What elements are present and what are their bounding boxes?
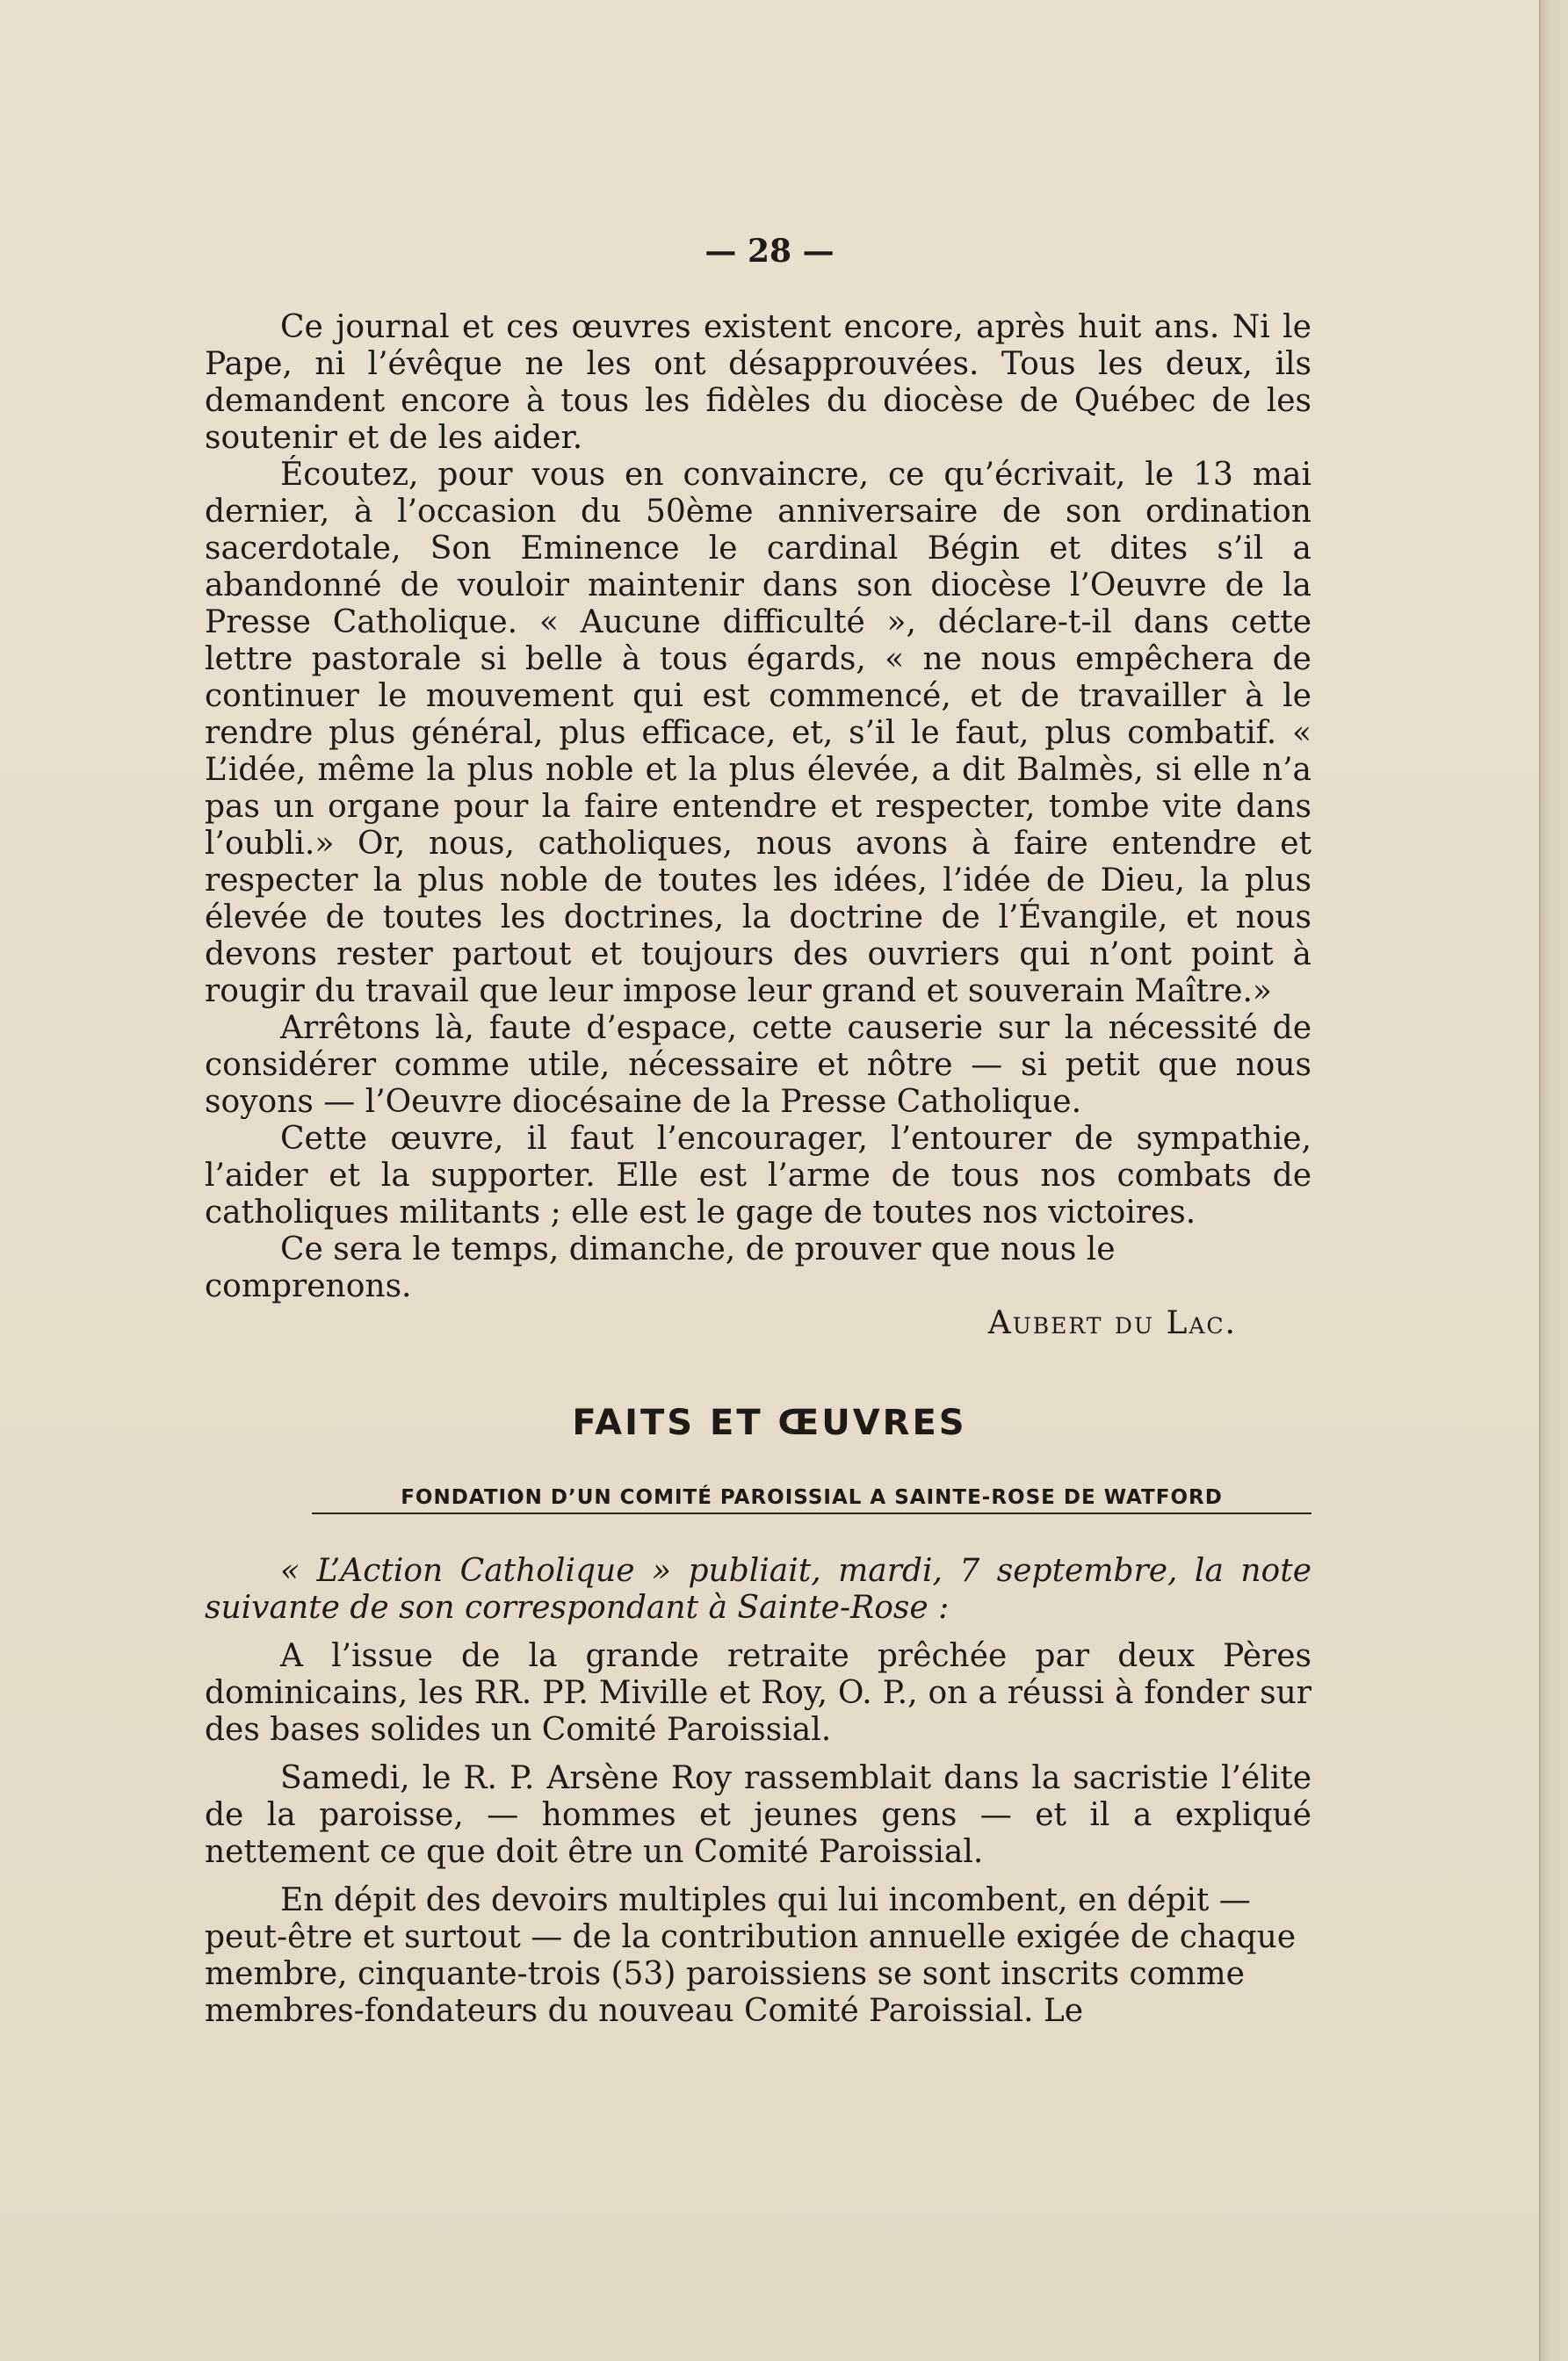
- section-title: FAITS ET ŒUVRES: [572, 1403, 967, 1443]
- paragraph: Arrêtons là, faute d’espace, cette causerie sur la nécessité de considérer comme utile, nécessaire et nôtre — si petit que nous soyons — l’Oeuvre diocésaine de la Presse Catholique.: [205, 1010, 1311, 1120]
- section-subtitle: FONDATION D’UN COMITÉ PAROISSIAL A SAINTE-ROSE DE WATFORD: [312, 1486, 1311, 1514]
- page-number: — 28 —: [705, 233, 835, 270]
- intro-paragraph: « L’Action Catholique » publiait, mardi, 7 septembre, la note suivante de son correspondant à Sainte-Rose :: [205, 1553, 1311, 1626]
- section-body: [205, 1553, 1311, 2041]
- paragraph: Ce journal et ces œuvres existent encore, après huit ans. Ni le Pape, ni l’évêque ne les ont désapprouvées. Tous les deux, ils demandent encore à tous les fidèles du diocèse de Québec de les soutenir et de les aider.: [205, 309, 1311, 456]
- article-body: [205, 309, 1311, 1342]
- page-edge: [1539, 0, 1568, 2361]
- signature: Aubert du Lac.: [987, 1305, 1237, 1341]
- paragraph: Écoutez, pour vous en convaincre, ce qu’écrivait, le 13 mai dernier, à l’occasion du 50ème anniversaire de son ordination sacerdotale, Son Eminence le cardinal Bégin et dites s’il a abandonné de vouloir maintenir dans son diocèse l’Oeuvre de la Presse Catholique. « Aucune difficulté », déclare-t-il dans cette lettre pastorale si belle à tous égards, « ne nous empêchera de continuer le mouvement qui est commencé, et de travailler à le rendre plus général, plus efficace, et, s’il le faut, plus combatif. « L’idée, même la plus noble et la plus élevée, a dit Balmès, si elle n’a pas un organe pour la faire entendre et respecter, tombe vite dans l’oubli.» Or, nous, catholiques, nous avons à faire entendre et respecter la plus noble de toutes les idées, l’idée de Dieu, la plus élevée de toutes les doctrines, la doctrine de l’Évangile, et nous devons rester partout et toujours des ouvriers qui n’ont point à rougir du travail que leur impose leur grand et souverain Maître.»: [205, 457, 1311, 1009]
- paragraph: Ce sera le temps, dimanche, de prouver que nous le comprenons.: [205, 1231, 1116, 1304]
- paragraph: En dépit des devoirs multiples qui lui incombent, en dépit — peut-être et surtout — de la contribution annuelle exigée de chaque membre, cinquante-trois (53) paroissiens se sont inscrits comme membres-fondateurs du nouveau Comité Paroissial. Le: [205, 1882, 1297, 2029]
- paragraph: Samedi, le R. P. Arsène Roy rassemblait dans la sacristie l’élite de la paroisse, — hommes et jeunes gens — et il a expliqué nettement ce que doit être un Comité Paroissial.: [205, 1760, 1311, 1870]
- paragraph: A l’issue de la grande retraite prêchée par deux Pères dominicains, les RR. PP. Miville et Roy, O. P., on a réussi à fonder sur des bases solides un Comité Paroissial.: [205, 1638, 1311, 1748]
- paragraph: Cette œuvre, il faut l’encourager, l’entourer de sympathie, l’aider et la supporter. Elle est l’arme de tous nos combats de catholiques militants ; elle est le gage de toutes nos victoires.: [205, 1121, 1311, 1231]
